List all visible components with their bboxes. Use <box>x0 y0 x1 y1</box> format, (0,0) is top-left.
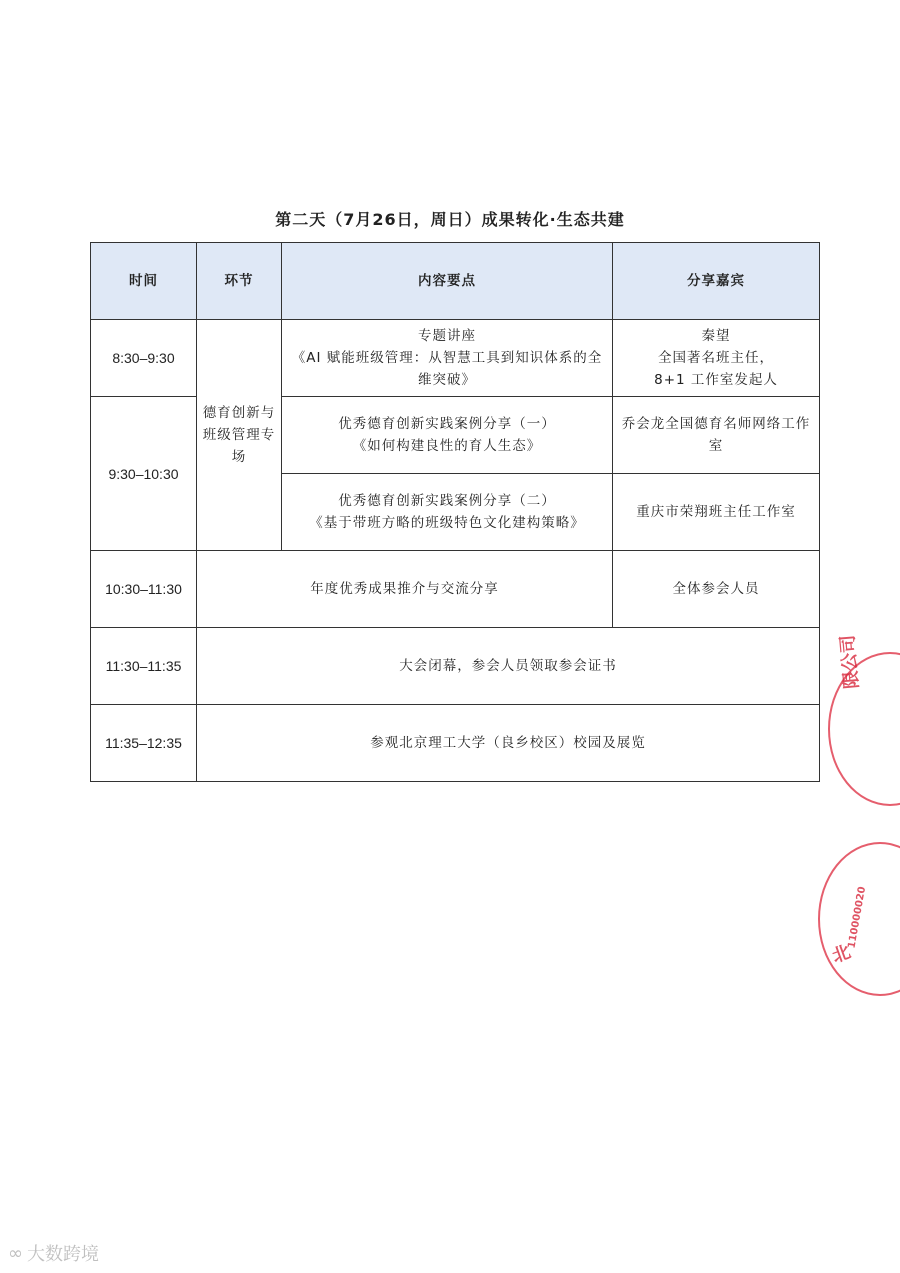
header-guest: 分享嘉宾 <box>613 243 820 320</box>
time-cell: 9:30–10:30 <box>91 397 197 551</box>
table-header-row <box>91 243 820 320</box>
time-cell: 10:30–11:30 <box>91 551 197 628</box>
seal-text: 北 <box>829 941 854 968</box>
content-cell: 年度优秀成果推介与交流分享 <box>197 551 613 628</box>
time-cell: 11:35–12:35 <box>91 705 197 782</box>
time-cell: 8:30–9:30 <box>91 320 197 397</box>
table-row <box>91 320 820 397</box>
header-time: 时间 <box>91 243 197 320</box>
guest-cell: 全体参会人员 <box>613 551 820 628</box>
guest-cell: 重庆市荣翔班主任工作室 <box>613 474 820 551</box>
schedule-table <box>90 242 820 782</box>
seal-text: 限公司 <box>837 634 863 690</box>
guest-cell: 秦望 全国著名班主任， 8+1 工作室发起人 <box>613 320 820 397</box>
watermark-logo-icon: ∞ <box>8 1242 23 1264</box>
seal-number: 110000020 <box>846 885 869 950</box>
content-cell: 专题讲座 《AI 赋能班级管理：从智慧工具到知识体系的全维突破》 <box>282 320 613 397</box>
header-session: 环节 <box>197 243 282 320</box>
content-cell: 优秀德育创新实践案例分享（二） 《基于带班方略的班级特色文化建构策略》 <box>282 474 613 551</box>
time-cell: 11:30–11:35 <box>91 628 197 705</box>
header-content: 内容要点 <box>282 243 613 320</box>
content-cell: 大会闭幕，参会人员领取参会证书 <box>197 628 820 705</box>
guest-cell: 乔会龙全国德育名师网络工作室 <box>613 397 820 474</box>
content-cell: 参观北京理工大学（良乡校区）校园及展览 <box>197 705 820 782</box>
table-row <box>91 551 820 628</box>
page-title: 第二天（7月26日，周日）成果转化·生态共建 <box>275 210 625 229</box>
session-cell: 德育创新与班级管理专场 <box>197 320 282 551</box>
table-row <box>91 628 820 705</box>
watermark-text: 大数跨境 <box>27 1244 99 1265</box>
watermark <box>8 1240 99 1266</box>
table-row <box>91 705 820 782</box>
content-cell: 优秀德育创新实践案例分享（一） 《如何构建良性的育人生态》 <box>282 397 613 474</box>
